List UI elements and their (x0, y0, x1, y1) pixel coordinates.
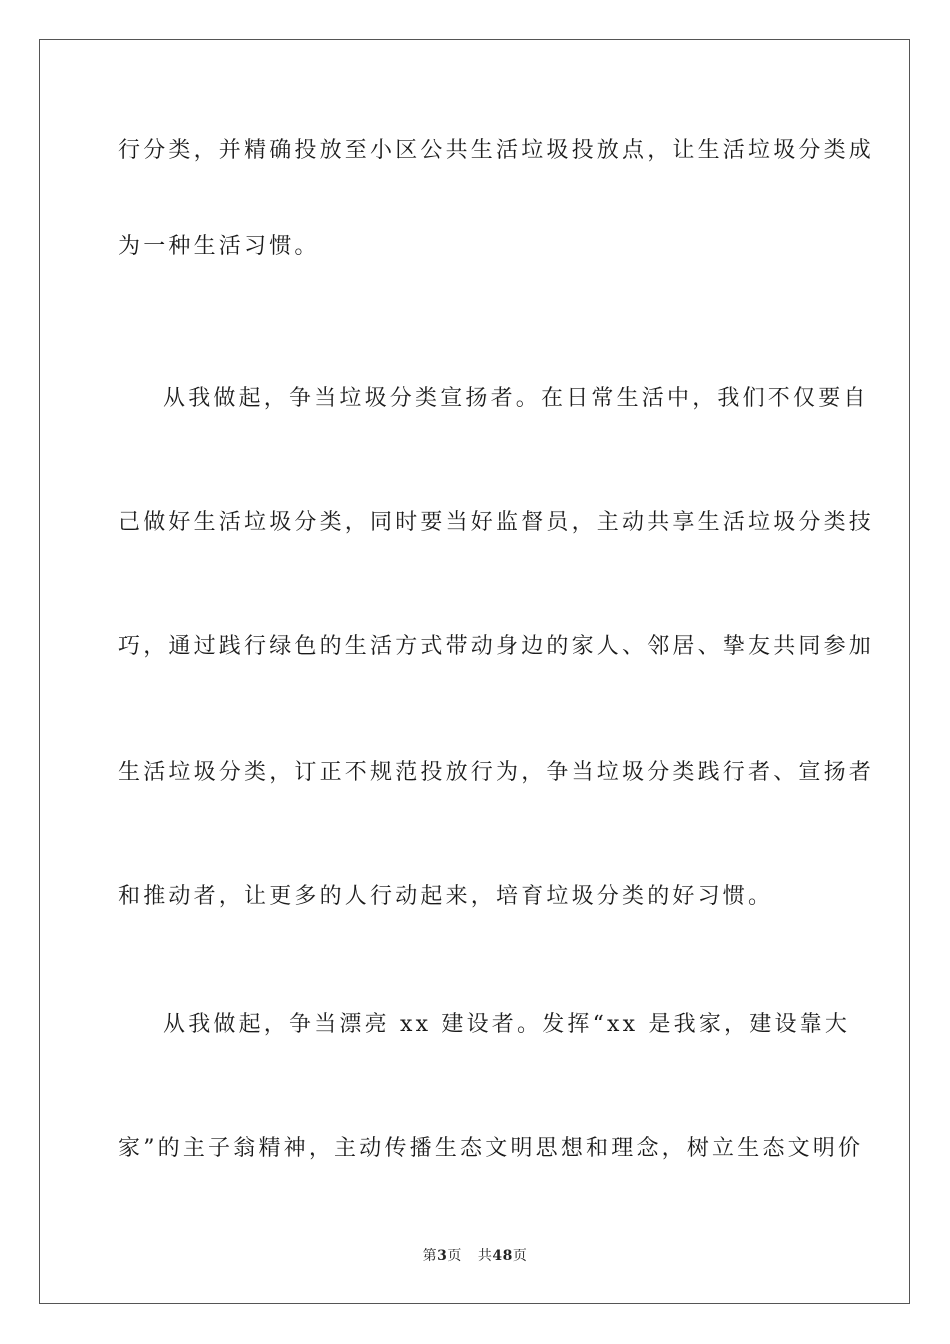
total-unit: 页 (512, 1248, 528, 1264)
page-prefix: 第 (422, 1248, 438, 1264)
text-line: 和推动者，让更多的人行动起来，培育垃圾分类的好习惯。 (118, 884, 774, 909)
total-prefix: 共 (477, 1248, 493, 1264)
page-unit: 页 (447, 1248, 462, 1264)
current-page-number: 3 (437, 1248, 448, 1264)
text-line: 为一种生活习惯。 (118, 234, 320, 259)
page-frame (39, 39, 910, 1304)
page-footer (0, 1246, 950, 1266)
paragraph-first-line: 从我做起，争当漂亮 xx 建设者。发挥“xx 是我家，建设靠大 (163, 1012, 851, 1037)
text-line: 行分类，并精确投放至小区公共生活垃圾投放点，让生活垃圾分类成 (118, 138, 875, 163)
total-page-count: 48 (492, 1248, 513, 1264)
text-line: 家”的主子翁精神，主动传播生态文明思想和理念，树立生态文明价 (118, 1136, 864, 1161)
text-line: 己做好生活垃圾分类，同时要当好监督员，主动共享生活垃圾分类技 (118, 510, 875, 535)
text-line: 生活垃圾分类，订正不规范投放行为，争当垃圾分类践行者、宣扬者 (118, 760, 875, 785)
text-line: 巧，通过践行绿色的生活方式带动身边的家人、邻居、挚友共同参加 (118, 634, 875, 659)
paragraph-first-line: 从我做起，争当垃圾分类宣扬者。在日常生活中，我们不仅要自 (163, 386, 869, 411)
